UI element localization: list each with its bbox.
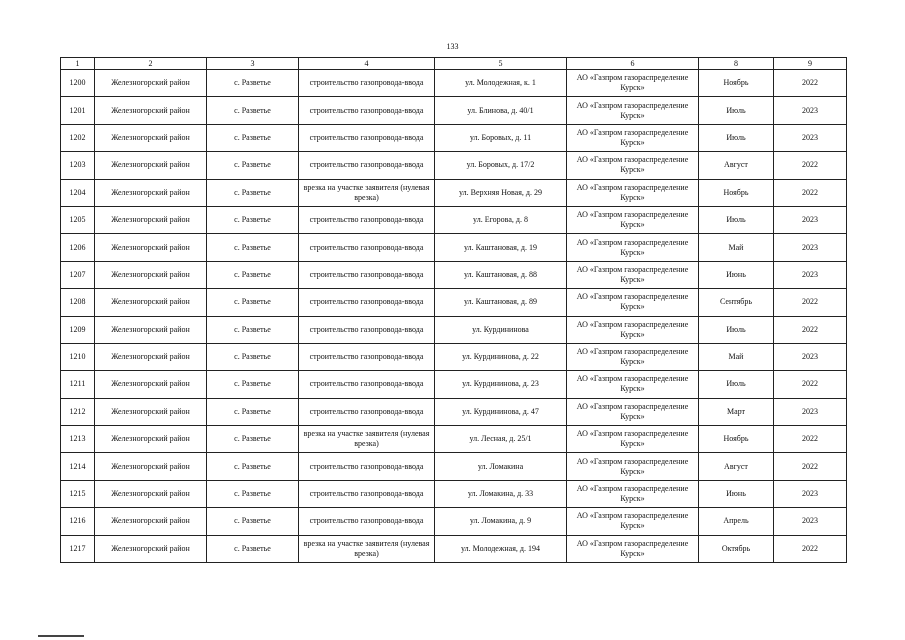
district-cell: Железногорский район — [95, 152, 207, 179]
work-type-cell: строительство газопровода-ввода — [299, 316, 435, 343]
address-cell: ул. Каштановая, д. 19 — [435, 234, 567, 261]
row-number-cell: 1217 — [61, 535, 95, 562]
month-cell: Июль — [699, 316, 774, 343]
year-cell: 2023 — [774, 261, 847, 288]
row-number-cell: 1202 — [61, 124, 95, 151]
address-cell: ул. Молодежная, к. 1 — [435, 70, 567, 97]
address-cell: ул. Блинова, д. 40/1 — [435, 97, 567, 124]
table-row — [61, 234, 847, 261]
column-header: 8 — [699, 58, 774, 70]
year-cell: 2023 — [774, 343, 847, 370]
settlement-cell: с. Разветье — [207, 289, 299, 316]
month-cell: Ноябрь — [699, 426, 774, 453]
district-cell: Железногорский район — [95, 480, 207, 507]
address-cell: ул. Ломакина, д. 33 — [435, 480, 567, 507]
month-cell: Май — [699, 343, 774, 370]
settlement-cell: с. Разветье — [207, 97, 299, 124]
organization-cell: АО «Газпром газораспределение Курск» — [567, 426, 699, 453]
year-cell: 2023 — [774, 124, 847, 151]
year-cell: 2022 — [774, 535, 847, 562]
year-cell: 2023 — [774, 398, 847, 425]
row-number-cell: 1208 — [61, 289, 95, 316]
work-type-cell: строительство газопровода-ввода — [299, 453, 435, 480]
year-cell: 2023 — [774, 234, 847, 261]
settlement-cell: с. Разветье — [207, 480, 299, 507]
month-cell: Апрель — [699, 508, 774, 535]
work-type-cell: строительство газопровода-ввода — [299, 371, 435, 398]
district-cell: Железногорский район — [95, 535, 207, 562]
row-number-cell: 1206 — [61, 234, 95, 261]
table-row — [61, 261, 847, 288]
settlement-cell: с. Разветье — [207, 316, 299, 343]
year-cell: 2023 — [774, 508, 847, 535]
settlement-cell: с. Разветье — [207, 371, 299, 398]
month-cell: Октябрь — [699, 535, 774, 562]
address-cell: ул. Боровых, д. 11 — [435, 124, 567, 151]
column-header: 5 — [435, 58, 567, 70]
column-header: 9 — [774, 58, 847, 70]
year-cell: 2022 — [774, 289, 847, 316]
year-cell: 2022 — [774, 426, 847, 453]
settlement-cell: с. Разветье — [207, 234, 299, 261]
district-cell: Железногорский район — [95, 343, 207, 370]
settlement-cell: с. Разветье — [207, 426, 299, 453]
district-cell: Железногорский район — [95, 70, 207, 97]
settlement-cell: с. Разветье — [207, 124, 299, 151]
address-cell: ул. Курдининова, д. 23 — [435, 371, 567, 398]
work-type-cell: врезка на участке заявителя (нулевая врезка) — [299, 535, 435, 562]
organization-cell: АО «Газпром газораспределение Курск» — [567, 398, 699, 425]
table-row — [61, 124, 847, 151]
month-cell: Июль — [699, 124, 774, 151]
row-number-cell: 1214 — [61, 453, 95, 480]
organization-cell: АО «Газпром газораспределение Курск» — [567, 124, 699, 151]
address-cell: ул. Верхняя Новая, д. 29 — [435, 179, 567, 206]
district-cell: Железногорский район — [95, 206, 207, 233]
work-type-cell: строительство газопровода-ввода — [299, 206, 435, 233]
organization-cell: АО «Газпром газораспределение Курск» — [567, 152, 699, 179]
column-header: 6 — [567, 58, 699, 70]
month-cell: Август — [699, 453, 774, 480]
column-header: 1 — [61, 58, 95, 70]
month-cell: Ноябрь — [699, 70, 774, 97]
table-row — [61, 398, 847, 425]
organization-cell: АО «Газпром газораспределение Курск» — [567, 70, 699, 97]
year-cell: 2022 — [774, 152, 847, 179]
organization-cell: АО «Газпром газораспределение Курск» — [567, 234, 699, 261]
year-cell: 2023 — [774, 206, 847, 233]
work-type-cell: врезка на участке заявителя (нулевая врезка) — [299, 426, 435, 453]
address-cell: ул. Боровых, д. 17/2 — [435, 152, 567, 179]
district-cell: Железногорский район — [95, 508, 207, 535]
settlement-cell: с. Разветье — [207, 453, 299, 480]
month-cell: Июль — [699, 371, 774, 398]
address-cell: ул. Курдининова, д. 22 — [435, 343, 567, 370]
row-number-cell: 1215 — [61, 480, 95, 507]
year-cell: 2023 — [774, 97, 847, 124]
table-row — [61, 508, 847, 535]
district-cell: Железногорский район — [95, 371, 207, 398]
row-number-cell: 1211 — [61, 371, 95, 398]
work-type-cell: строительство газопровода-ввода — [299, 343, 435, 370]
organization-cell: АО «Газпром газораспределение Курск» — [567, 206, 699, 233]
table-row — [61, 453, 847, 480]
organization-cell: АО «Газпром газораспределение Курск» — [567, 316, 699, 343]
table-row — [61, 343, 847, 370]
row-number-cell: 1205 — [61, 206, 95, 233]
month-cell: Март — [699, 398, 774, 425]
row-number-cell: 1212 — [61, 398, 95, 425]
year-cell: 2022 — [774, 453, 847, 480]
row-number-cell: 1204 — [61, 179, 95, 206]
address-cell: ул. Ломакина, д. 9 — [435, 508, 567, 535]
month-cell: Сентябрь — [699, 289, 774, 316]
address-cell: ул. Курдининова, д. 47 — [435, 398, 567, 425]
header-row — [61, 58, 847, 70]
organization-cell: АО «Газпром газораспределение Курск» — [567, 97, 699, 124]
table-row — [61, 371, 847, 398]
row-number-cell: 1201 — [61, 97, 95, 124]
table-row — [61, 70, 847, 97]
month-cell: Июнь — [699, 261, 774, 288]
column-header: 3 — [207, 58, 299, 70]
settlement-cell: с. Разветье — [207, 398, 299, 425]
column-header: 4 — [299, 58, 435, 70]
organization-cell: АО «Газпром газораспределение Курск» — [567, 453, 699, 480]
organization-cell: АО «Газпром газораспределение Курск» — [567, 289, 699, 316]
organization-cell: АО «Газпром газораспределение Курск» — [567, 480, 699, 507]
organization-cell: АО «Газпром газораспределение Курск» — [567, 508, 699, 535]
address-cell: ул. Молодежная, д. 194 — [435, 535, 567, 562]
column-header: 2 — [95, 58, 207, 70]
month-cell: Июнь — [699, 480, 774, 507]
row-number-cell: 1207 — [61, 261, 95, 288]
month-cell: Май — [699, 234, 774, 261]
address-cell: ул. Ломакина — [435, 453, 567, 480]
row-number-cell: 1200 — [61, 70, 95, 97]
bottom-edge-mark — [38, 635, 84, 637]
work-type-cell: строительство газопровода-ввода — [299, 398, 435, 425]
year-cell: 2022 — [774, 70, 847, 97]
settlement-cell: с. Разветье — [207, 70, 299, 97]
settlement-cell: с. Разветье — [207, 343, 299, 370]
year-cell: 2022 — [774, 371, 847, 398]
organization-cell: АО «Газпром газораспределение Курск» — [567, 179, 699, 206]
work-type-cell: врезка на участке заявителя (нулевая врезка) — [299, 179, 435, 206]
district-cell: Железногорский район — [95, 316, 207, 343]
district-cell: Железногорский район — [95, 261, 207, 288]
row-number-cell: 1210 — [61, 343, 95, 370]
month-cell: Ноябрь — [699, 179, 774, 206]
table-row — [61, 316, 847, 343]
month-cell: Июль — [699, 206, 774, 233]
row-number-cell: 1213 — [61, 426, 95, 453]
page-number: 133 — [446, 42, 459, 51]
district-cell: Железногорский район — [95, 426, 207, 453]
settlement-cell: с. Разветье — [207, 261, 299, 288]
table-row — [61, 206, 847, 233]
month-cell: Июль — [699, 97, 774, 124]
address-cell: ул. Лесная, д. 25/1 — [435, 426, 567, 453]
address-cell: ул. Каштановая, д. 89 — [435, 289, 567, 316]
table-row — [61, 426, 847, 453]
organization-cell: АО «Газпром газораспределение Курск» — [567, 343, 699, 370]
district-cell: Железногорский район — [95, 289, 207, 316]
organization-cell: АО «Газпром газораспределение Курск» — [567, 261, 699, 288]
table-row — [61, 97, 847, 124]
table-row — [61, 179, 847, 206]
settlement-cell: с. Разветье — [207, 535, 299, 562]
organization-cell: АО «Газпром газораспределение Курск» — [567, 535, 699, 562]
address-cell: ул. Каштановая, д. 88 — [435, 261, 567, 288]
work-type-cell: строительство газопровода-ввода — [299, 289, 435, 316]
district-cell: Железногорский район — [95, 234, 207, 261]
work-type-cell: строительство газопровода-ввода — [299, 480, 435, 507]
table-body — [61, 58, 847, 563]
work-type-cell: строительство газопровода-ввода — [299, 234, 435, 261]
table-row — [61, 535, 847, 562]
work-type-cell: строительство газопровода-ввода — [299, 97, 435, 124]
settlement-cell: с. Разветье — [207, 206, 299, 233]
year-cell: 2022 — [774, 179, 847, 206]
settlement-cell: с. Разветье — [207, 179, 299, 206]
address-cell: ул. Егорова, д. 8 — [435, 206, 567, 233]
table-row — [61, 152, 847, 179]
work-type-cell: строительство газопровода-ввода — [299, 152, 435, 179]
table-row — [61, 480, 847, 507]
year-cell: 2022 — [774, 316, 847, 343]
district-cell: Железногорский район — [95, 453, 207, 480]
organization-cell: АО «Газпром газораспределение Курск» — [567, 371, 699, 398]
address-cell: ул. Курдининова — [435, 316, 567, 343]
settlement-cell: с. Разветье — [207, 508, 299, 535]
district-cell: Железногорский район — [95, 398, 207, 425]
work-type-cell: строительство газопровода-ввода — [299, 124, 435, 151]
district-cell: Железногорский район — [95, 124, 207, 151]
work-type-cell: строительство газопровода-ввода — [299, 261, 435, 288]
row-number-cell: 1216 — [61, 508, 95, 535]
gasification-table — [60, 57, 847, 563]
work-type-cell: строительство газопровода-ввода — [299, 70, 435, 97]
year-cell: 2023 — [774, 480, 847, 507]
district-cell: Железногорский район — [95, 179, 207, 206]
month-cell: Август — [699, 152, 774, 179]
row-number-cell: 1203 — [61, 152, 95, 179]
work-type-cell: строительство газопровода-ввода — [299, 508, 435, 535]
row-number-cell: 1209 — [61, 316, 95, 343]
district-cell: Железногорский район — [95, 97, 207, 124]
table-row — [61, 289, 847, 316]
settlement-cell: с. Разветье — [207, 152, 299, 179]
